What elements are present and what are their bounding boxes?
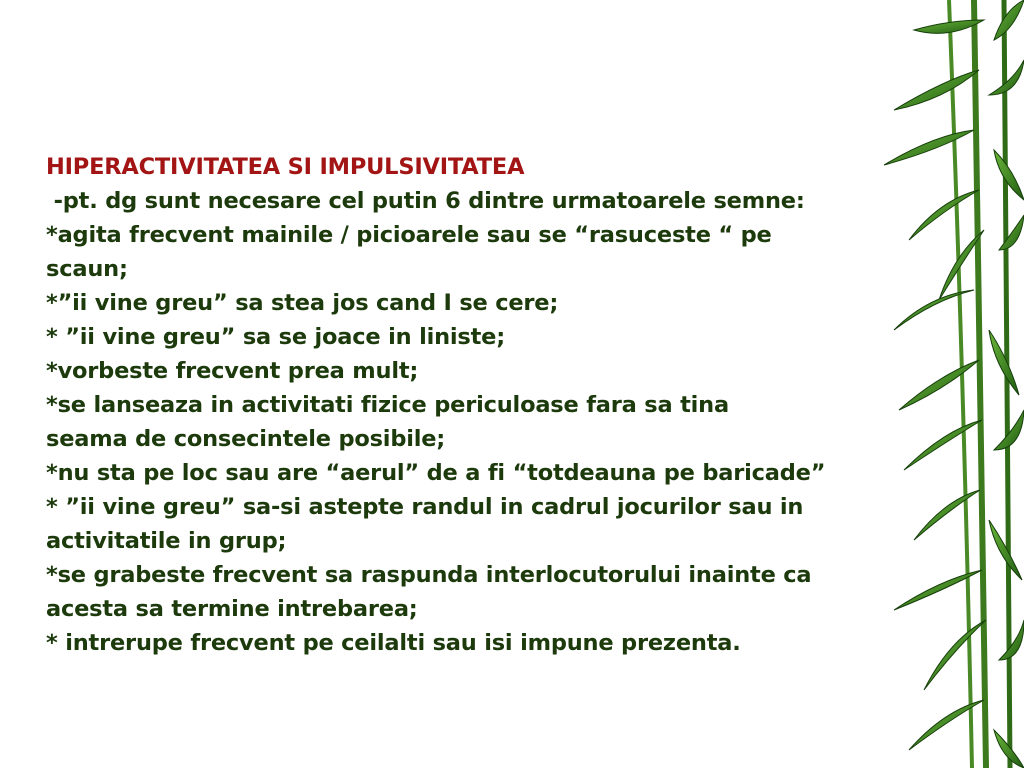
body-line: * ”ii vine greu” sa se joace in liniste; [46,324,506,350]
body-line-criteria-intro: -pt. dg sunt necesare cel putin 6 dintre urmatoarele semne: [46,188,805,214]
body-line: *vorbeste frecvent prea mult; [46,358,419,384]
body-line: scaun; [46,256,128,282]
body-line: *nu sta pe loc sau are “aerul” de a fi “totdeauna pe baricade” [46,460,826,486]
slide-body [46,150,1006,660]
body-line: activitatile in grup; [46,528,287,554]
body-line: *se grabeste frecvent sa raspunda interlocutorului inainte ca [46,562,812,588]
body-line: * ”ii vine greu” sa-si astepte randul in cadrul jocurilor sau in [46,494,804,520]
body-line: * intrerupe frecvent pe ceilalti sau isi impune prezenta. [46,630,741,656]
body-line: *”ii vine greu” sa stea jos cand I se cere; [46,290,559,316]
slide-title: HIPERACTIVITATEA SI IMPULSIVITATEA [46,154,525,180]
body-line: *se lanseaza in activitati fizice periculoase fara sa tina [46,392,729,418]
body-line: seama de consecintele posibile; [46,426,446,452]
body-line: *agita frecvent mainile / picioarele sau se “rasuceste “ pe [46,222,772,248]
body-line: acesta sa termine intrebarea; [46,596,418,622]
